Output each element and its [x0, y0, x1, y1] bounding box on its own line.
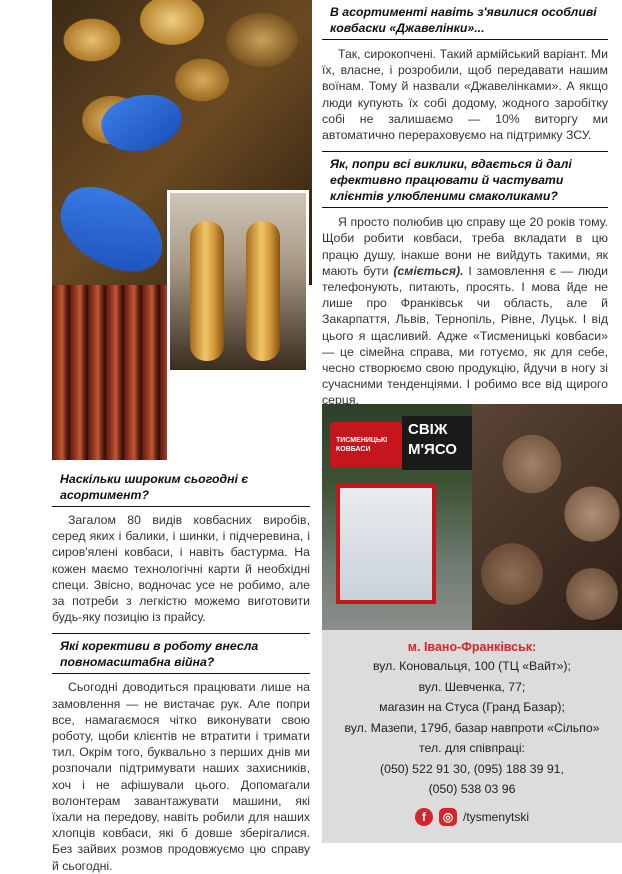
- address-line: вул. Шевченка, 77;: [418, 679, 526, 694]
- address-line: вул. Мазепи, 179б, базар навпроти «Сільпо»: [344, 720, 600, 735]
- baked-goods-photo: [472, 404, 622, 630]
- hanging-sausages-photo: [167, 190, 309, 373]
- address-line: магазин на Стуса (Гранд Базар);: [379, 700, 565, 714]
- shop-front-photo: [322, 404, 472, 630]
- instagram-icon[interactable]: ◎: [439, 808, 457, 826]
- left-column-text: [52, 471, 310, 874]
- facebook-icon[interactable]: f: [415, 808, 433, 826]
- address-lines: [322, 656, 622, 800]
- blue-glove-icon: [95, 83, 189, 162]
- question-assortment: Наскільки широким сьогодні є асортимент?: [60, 472, 249, 502]
- smoked-sausages-photo: [52, 285, 167, 460]
- answer-challenges: Я просто полюбив цю справу ще 20 років тому. Щоби робити ковбаси, треба вкладати в цю працю душу, інакше вони не вийдуть такими, як мають бути (сміється). І замовлення є — люди телефонують, питають, просять. І мова йде не лише про Франківськ чи область, але й Закарпаття, Львів, Тернопіль, Рівне, Луцьк. І від цього я щасливий. Адже «Тисменицькі ковбаси» — це сімейна справа, ми готуємо, як для себе, чесно створюємо свою продукцію, йдучи в ногу зі сучасними тенденціями. І робимо все від щирого серця.: [322, 207, 608, 408]
- address-line: вул. Коновальця, 100 (ТЦ «Вайт»);: [373, 659, 571, 673]
- social-links: [322, 808, 622, 826]
- city-title: м. Івано-Франківськ:: [407, 640, 537, 654]
- shop-sign-text: СВІЖ М'ЯСО: [408, 421, 457, 458]
- social-handle[interactable]: /tysmenytski: [462, 810, 529, 824]
- address-line: (050) 522 91 30, (095) 188 39 91,: [380, 761, 564, 776]
- question-challenges: Як, попри всі виклики, вдається й далі ефективно працювати й частувати клієнтів улюбленими смаколиками?: [330, 157, 572, 204]
- answer-assortment: Загалом 80 видів ковбасних виробів, серед яких і балики, і шинки, і підчеревина, і сиров'ялені ковбаси, і навіть бастурма. На кожен маємо технологічні карти й необхідні специ. Звісно, водночас усе не робимо, але за потреби з легкістю можемо виготовити будь-яку позицію із прайсу.: [52, 506, 310, 625]
- address-block: [322, 630, 622, 843]
- question-javelinky: В асортименті навіть з'явилися особливі ковбаски «Джавелінки»...: [330, 5, 597, 35]
- blue-glove-icon: [52, 175, 177, 285]
- address-line: (050) 538 03 96: [428, 782, 516, 796]
- address-line: тел. для співпраці:: [419, 741, 525, 755]
- shop-window: [336, 484, 436, 604]
- shop-logo-text: ТИСМЕНИЦЬКІ КОВБАСИ: [336, 437, 388, 453]
- answer-javelinky: Так, сирокопчені. Такий армійський варіант. Ми їх, власне, і розробили, щоб передавати нашим воїнам. Тому й назвали «Джавелінками». А якщо люди купують їх собі додому, жодного заробітку собі не залишаємо — 10% виторгу ми автоматично перераховуємо на підтримку ЗСУ.: [322, 39, 608, 143]
- question-war: Які корективи в роботу внесла повномасштабна війна?: [60, 639, 259, 670]
- answer-war: Сьогодні доводиться працювати лише на замовлення — не вистачає рук. Але попри все, намагаємося чітко виконувати свою роботу, щоби клієнтів не втратити і тримати тил. Окрім того, буквально з перших днів ми розпочали підтримувати наших захисників, хоч і не афішували цього. Допомагали волонтерам завантажувати машини, які їхали на передову, навіть робили для наших хлопців ковбаси, які б довше зберігалися. Без зайвих розмов продовжуємо цю справу й сьогодні.: [52, 673, 310, 873]
- right-column-text: [322, 0, 608, 409]
